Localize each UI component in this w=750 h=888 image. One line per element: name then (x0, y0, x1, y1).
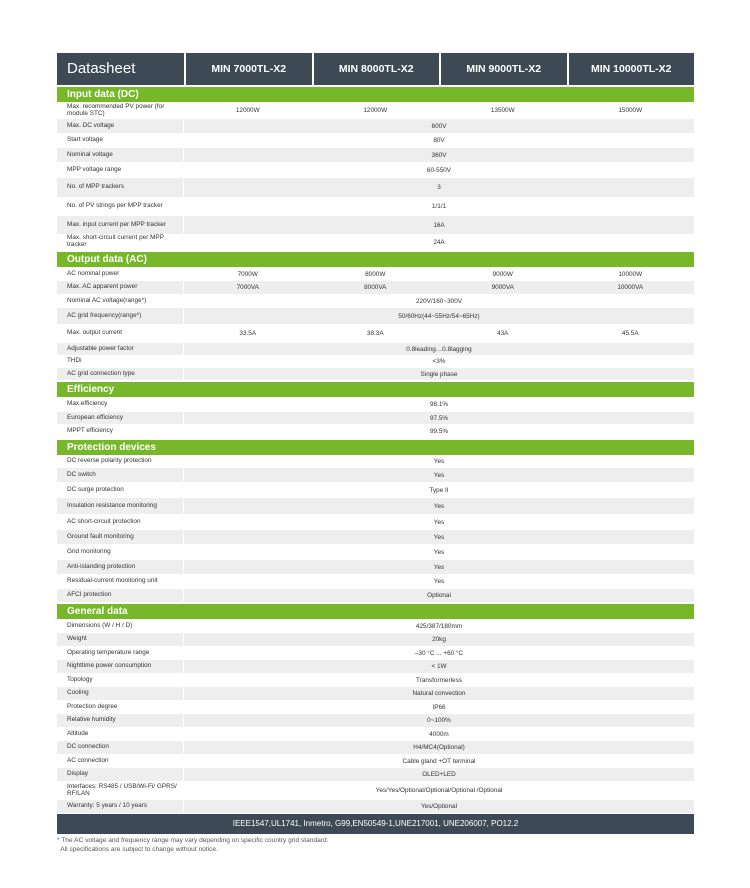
cell-value: Optional (427, 592, 451, 599)
table-row (57, 468, 694, 482)
row-values (184, 498, 694, 514)
cell-value: 7000VA (236, 284, 259, 291)
row-label: AC nominal power (57, 267, 184, 281)
row-values (184, 646, 694, 660)
cell-value: 4000m (429, 730, 449, 738)
cell-value: 80V (433, 137, 445, 144)
row-values (184, 308, 694, 324)
row-label: Adjustable power factor (57, 343, 184, 355)
row-label: Dimensions (W / H / D) (57, 619, 184, 633)
row-label: Interfaces: RS485 / USB/Wi-Fi/ GPRS/ RF/LAN (57, 781, 184, 800)
row-values (184, 355, 694, 368)
row-label: Weight (57, 633, 184, 646)
cell-value: 99.5% (429, 427, 449, 435)
row-label: Protection degree (57, 700, 184, 714)
table-row (57, 687, 694, 700)
table-row (57, 574, 694, 589)
model-9000-header: MIN 9000TL-X2 (439, 53, 567, 85)
row-values (184, 148, 694, 162)
row-label: Topology (57, 673, 184, 687)
row-label: AC grid frequency(range*) (57, 308, 184, 324)
row-label: Insulation resistance monitoring (57, 498, 184, 514)
table-row (57, 308, 694, 324)
row-values (184, 216, 694, 234)
table-row (57, 102, 694, 119)
row-values (184, 324, 694, 343)
cell-value: 16A (433, 221, 445, 229)
model-7000-header: MIN 7000TL-X2 (184, 53, 312, 85)
row-label: AFCI protection (57, 589, 184, 602)
table-row (57, 133, 694, 148)
cell-value: <3% (432, 358, 446, 365)
cell-value: Natural convection (412, 690, 466, 697)
cell-value: Yes (433, 578, 445, 585)
row-label: Max. recommended PV power (for module STC) (57, 102, 184, 119)
cell-value: Yes (433, 518, 445, 526)
row-values (184, 368, 694, 380)
cell-value: 8000W (365, 270, 386, 278)
section-header: Protection devices (57, 440, 694, 455)
cell-value: 13500W (490, 107, 515, 114)
table-row (57, 482, 694, 498)
cell-value: 24A (433, 238, 445, 246)
cell-value: 10000VA (617, 284, 644, 291)
row-label: Max. short-circuit current per MPP tracker (57, 234, 184, 250)
table-row (57, 514, 694, 530)
cell-value: 9000VA (491, 284, 514, 291)
row-values (184, 294, 694, 308)
row-values (184, 267, 694, 281)
model-10000-header: MIN 10000TL-X2 (567, 53, 695, 85)
cell-value: 97.5% (429, 414, 449, 422)
cell-value: 15000W (618, 107, 643, 114)
cell-value: Yes (433, 533, 445, 541)
table-row (57, 781, 694, 800)
cell-value: 12000W (235, 107, 260, 114)
certifications-footer: IEEE1547,UL1741, Inmetro, G99,EN50549-1,UNE217001, UNE206007, PO12.2 (57, 814, 694, 834)
row-label: Nominal AC voltage(range*) (57, 294, 184, 308)
cell-value: < 1W (431, 663, 447, 670)
row-values (184, 781, 694, 800)
row-values (184, 530, 694, 544)
row-values (184, 768, 694, 781)
section-header: General data (57, 604, 694, 619)
cell-value: Yes (433, 458, 445, 465)
table-row (57, 178, 694, 197)
cell-value: 45.5A (621, 330, 639, 337)
datasheet-title: Datasheet (67, 60, 136, 77)
row-values (184, 633, 694, 646)
cell-value: 8000VA (364, 284, 387, 291)
row-values (184, 412, 694, 424)
row-label: No. of MPP trackers (57, 178, 184, 197)
cell-value: Yes/Yes/Optional/Optional/Optional /Optional (375, 787, 503, 794)
table-row (57, 741, 694, 754)
row-label: Display (57, 768, 184, 781)
table-row (57, 589, 694, 602)
cell-value: Yes (433, 548, 445, 556)
row-label: DC reverse polarity protection (57, 455, 184, 468)
cell-value: 20kg (432, 636, 446, 643)
row-label: Start voltage (57, 133, 184, 148)
row-values (184, 544, 694, 560)
row-values (184, 397, 694, 412)
table-row (57, 800, 694, 813)
section-header: Input data (DC) (57, 87, 694, 102)
footnote-line: * The AC voltage and frequency range may vary depending on specific country grid standard. (57, 837, 329, 844)
cell-value: Yes/Optional (420, 803, 457, 810)
section-header: Output data (AC) (57, 252, 694, 267)
cell-value: –30 °C ... +60 °C (414, 649, 464, 657)
section-header: Efficiency (57, 382, 694, 397)
row-values (184, 234, 694, 250)
model-8000-header: MIN 8000TL-X2 (312, 53, 440, 85)
row-values (184, 133, 694, 148)
row-label: Nighttime power consumption (57, 660, 184, 673)
row-label: Max. input current per MPP tracker (57, 216, 184, 234)
table-row (57, 754, 694, 768)
table-row (57, 544, 694, 560)
row-values (184, 119, 694, 133)
row-values (184, 560, 694, 574)
row-values (184, 574, 694, 589)
row-label: DC switch (57, 468, 184, 482)
cell-value: Transformerless (416, 676, 462, 684)
cell-value: 3 (437, 184, 441, 191)
row-values (184, 673, 694, 687)
row-values (184, 660, 694, 673)
row-label: AC connection (57, 754, 184, 768)
row-label: THDi (57, 355, 184, 368)
table-row (57, 498, 694, 514)
footnote (57, 836, 328, 854)
cell-value: 0.8leading…0.8lagging (406, 345, 472, 353)
cell-value: 33.5A (239, 330, 257, 337)
row-label: Grid monitoring (57, 544, 184, 560)
cell-value: Single phase (420, 370, 458, 378)
row-label: Nominal voltage (57, 148, 184, 162)
cell-value: Cable gland +OT terminal (402, 757, 476, 765)
footnote-line: All specifications are subject to change without notice. (57, 846, 218, 853)
row-label: Warranty: 5 years / 10 years (57, 800, 184, 813)
row-values (184, 102, 694, 119)
row-label: DC connection (57, 741, 184, 754)
cell-value: 7000W (237, 270, 258, 278)
row-values (184, 754, 694, 768)
row-values (184, 700, 694, 714)
table-row (57, 148, 694, 162)
table-header (57, 53, 694, 85)
row-values (184, 619, 694, 633)
row-values (184, 178, 694, 197)
table-row (57, 768, 694, 781)
cell-value: OLED+LED (422, 771, 456, 778)
row-label: MPPT efficiency (57, 424, 184, 438)
row-label: Max. output current (57, 324, 184, 343)
cell-value: Type II (429, 486, 449, 494)
table-row (57, 727, 694, 741)
table-row (57, 397, 694, 412)
table-row (57, 646, 694, 660)
row-label: European efficiency (57, 412, 184, 424)
row-values (184, 197, 694, 216)
table-row (57, 324, 694, 343)
row-label: Cooling (57, 687, 184, 700)
row-values (184, 589, 694, 602)
table-row (57, 234, 694, 250)
cell-value: 98.1% (429, 401, 449, 408)
row-values (184, 468, 694, 482)
table-row (57, 197, 694, 216)
table-row (57, 673, 694, 687)
row-values (184, 281, 694, 294)
row-values (184, 727, 694, 741)
cell-value: 220V/160~300V (415, 297, 463, 305)
cell-value: 360V (431, 151, 447, 159)
cell-value: Yes (433, 471, 445, 479)
cell-value: H4/MC4(Optional) (413, 744, 465, 751)
table-row (57, 355, 694, 368)
row-label: Altitude (57, 727, 184, 741)
cell-value: 0~100% (427, 717, 451, 724)
cell-value: 10000W (618, 270, 643, 278)
table-row (57, 119, 694, 133)
cell-value: 12000W (363, 107, 388, 114)
cell-value: IP66 (432, 703, 446, 711)
row-values (184, 741, 694, 754)
table-row (57, 660, 694, 673)
row-values (184, 687, 694, 700)
row-values (184, 514, 694, 530)
table-row (57, 216, 694, 234)
row-values (184, 482, 694, 498)
row-label: No. of PV strings per MPP tracker (57, 197, 184, 216)
cell-value: 9000W (492, 270, 513, 278)
cell-value: 600V (431, 122, 447, 130)
row-label: DC surge protection (57, 482, 184, 498)
row-label: AC grid connection type (57, 368, 184, 380)
row-label: Operating temperature range (57, 646, 184, 660)
cell-value: 50/60Hz(44~55Hz/54~65Hz) (398, 312, 480, 320)
row-label: Residual-current monitoring unit (57, 574, 184, 589)
table-row (57, 294, 694, 308)
table-row (57, 714, 694, 727)
row-values (184, 455, 694, 468)
row-label: MPP voltage range (57, 162, 184, 178)
row-values (184, 424, 694, 438)
row-label: Max.efficiency (57, 397, 184, 412)
datasheet-table (57, 53, 694, 834)
table-row (57, 530, 694, 544)
table-row (57, 700, 694, 714)
cell-value: 425/387/180mm (415, 622, 463, 630)
row-label: Relative humidity (57, 714, 184, 727)
table-row (57, 424, 694, 438)
table-row (57, 633, 694, 646)
cell-value: 43A (497, 330, 509, 337)
cell-value: Yes (433, 502, 445, 510)
table-row (57, 368, 694, 380)
row-values (184, 714, 694, 727)
table-row (57, 343, 694, 355)
table-row (57, 560, 694, 574)
table-row (57, 267, 694, 281)
table-row (57, 412, 694, 424)
row-values (184, 343, 694, 355)
row-label: Ground fault monitoring (57, 530, 184, 544)
table-row (57, 162, 694, 178)
row-values (184, 800, 694, 813)
row-values (184, 162, 694, 178)
cell-value: 1/1/1 (431, 203, 447, 210)
cell-value: 60-550V (426, 166, 452, 174)
cell-value: 38.3A (366, 330, 384, 337)
cell-value: Yes (433, 563, 445, 571)
row-label: Max. AC apparent power (57, 281, 184, 294)
table-body (57, 87, 694, 813)
table-row (57, 281, 694, 294)
row-label: AC short-circuit protection (57, 514, 184, 530)
table-row (57, 455, 694, 468)
table-row (57, 619, 694, 633)
row-label: Max. DC voltage (57, 119, 184, 133)
row-label: Anti-islanding protection (57, 560, 184, 574)
